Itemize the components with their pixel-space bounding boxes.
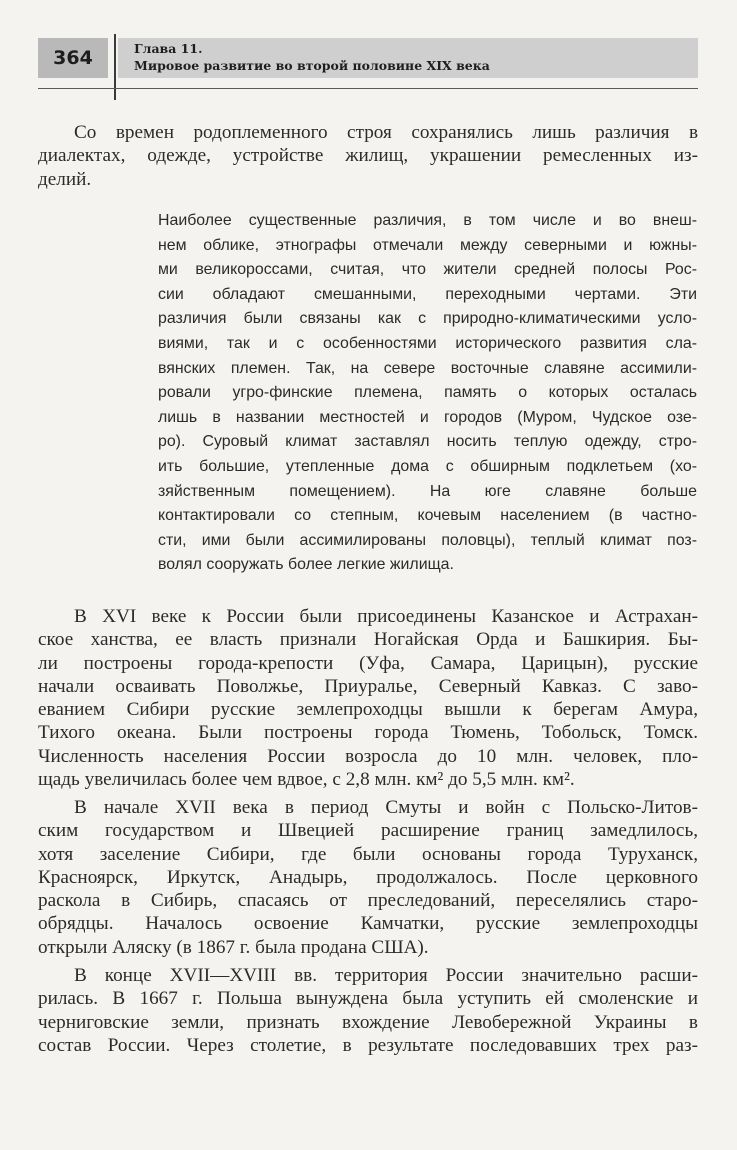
page-number: 364 [38, 38, 108, 78]
text-line: состав России. Через столетие, в результате последовавших трех раз- [38, 1034, 698, 1056]
text-line: сии обладают смешанными, переходными чертами. Эти [158, 285, 697, 303]
text-line: раскола в Сибирь, спасаясь от преследований, переселялись старо- [38, 890, 698, 912]
text-line: ли построены города-крепости (Уфа, Самара, Царицын), русские [38, 652, 698, 674]
text-line: ское ханства, ее власть признали Ногайская Орда и Башкирия. Бы- [38, 629, 698, 651]
text-line: сти, ими были ассимилированы половцы), теплый климат поз- [158, 531, 697, 549]
text-line: черниговские земли, признать вхождение Левобережной Украины в [38, 1011, 698, 1033]
text-line: В XVI веке к России были присоединены Казанское и Астрахан- [74, 606, 698, 627]
paragraph-1 [38, 121, 698, 191]
text-line: виями, так и с особенностями исторического развития сла- [158, 334, 697, 352]
text-line: диалектах, одежде, устройстве жилищ, украшении ремесленных из- [38, 145, 698, 167]
text-line: ми великороссами, считая, что жители средней полосы Рос- [158, 261, 697, 279]
text-line: Численность населения России возросла до 10 млн. человек, пло- [38, 745, 698, 767]
text-line: Красноярск, Иркутск, Анадырь, продолжалось. После церковного [38, 866, 698, 888]
header-separator [114, 34, 116, 100]
chapter-title: Мировое развитие во второй половине XIX века [134, 58, 490, 73]
paragraph-2 [38, 605, 698, 791]
text-line: контактировали со степным, кочевым населением (в частно- [158, 507, 697, 525]
text-line: В начале XVII века в период Смуты и войн с Польско-Литов- [74, 797, 698, 818]
text-line: щадь увеличилась более чем вдвое, с 2,8 млн. км² до 5,5 млн. км². [38, 769, 575, 791]
paragraph-4 [38, 964, 698, 1057]
text-line: обрядцы. Началось освоение Камчатки, русские землепроходцы [38, 913, 698, 935]
text-line: еванием Сибири русские землепроходцы вышли к берегам Амура, [38, 699, 698, 721]
text-line: различия были связаны как с природно-климатическими усло- [158, 310, 697, 328]
page-header [38, 38, 698, 88]
text-line: В конце XVII—XVIII вв. территория России значительно расши- [74, 965, 698, 986]
text-line: зяйственным помещением). На юге славяне больше [158, 482, 697, 500]
text-line: нем облике, этнографы отмечали между северными и южны- [158, 236, 697, 254]
chapter-heading [134, 40, 490, 74]
text-line: Тихого океана. Были построены города Тюмень, Тобольск, Томск. [38, 722, 698, 744]
text-line: лишь в названии местностей и городов (Муром, Чудское озе- [158, 408, 697, 426]
highlighted-passage [158, 209, 697, 578]
text-line: начали осваивать Поволжье, Приуралье, Северный Кавказ. С заво- [38, 675, 698, 697]
text-line: Наиболее существенные различия, в том числе и во внеш- [158, 212, 697, 229]
text-line: ить большие, утепленные дома с обширным подклетьем (хо- [158, 457, 697, 475]
text-line: Со времен родоплеменного строя сохранялись лишь различия в [74, 122, 698, 143]
text-line: хотя заселение Сибири, где были основаны города Туруханск, [38, 843, 698, 865]
text-line: ским государством и Швецией расширение границ замедлилось, [38, 820, 698, 842]
text-line: вянских племен. Так, на севере восточные славяне ассимили- [158, 359, 697, 377]
paragraph-3 [38, 796, 698, 959]
chapter-number: Глава 11. [134, 41, 203, 56]
text-line: ровали угро-финские племена, память о которых осталась [158, 384, 697, 402]
text-line: делий. [38, 168, 92, 190]
header-rule [38, 88, 698, 89]
text-line: волял сооружать более легкие жилища. [158, 556, 454, 574]
text-line: рилась. В 1667 г. Польша вынуждена была уступить ей смоленские и [38, 988, 698, 1010]
text-line: открыли Аляску (в 1867 г. была продана США). [38, 936, 429, 958]
text-line: ро). Суровый климат заставлял носить теплую одежду, стро- [158, 433, 697, 451]
